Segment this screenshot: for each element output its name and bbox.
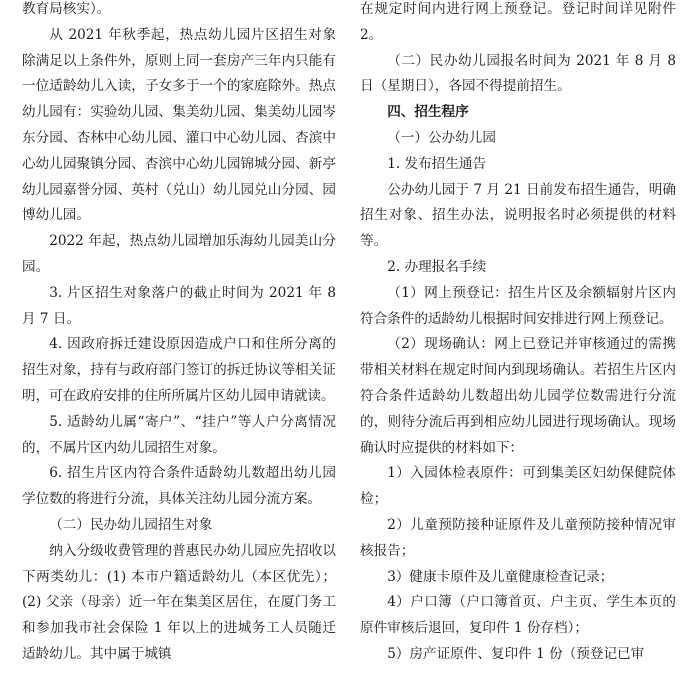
paragraph: 4. 因政府拆迁建设原因造成户口和住所分离的招生对象，持有与政府部门签订的拆迁协议等相关证明，可在政府安排的住所所属片区幼儿园申请就读。 — [22, 336, 336, 404]
paragraph: 6. 招生片区内符合条件适龄幼儿数超出幼儿园学位数的将进行分流，具体关注幼儿园分流方案。 — [22, 465, 336, 508]
list-item: 2）儿童预防接种证原件及儿童预防接种情况审核报告； — [360, 516, 676, 559]
paragraph: （2）现场确认：网上已登记并审核通过的需携带相关材料在规定时间内到现场确认。若招生片区内符合条件适龄幼儿数超出幼儿园学位数需进行分流的，则待分流后再到相应幼儿园进行现场确认。现场确认时应提供的材料如下： — [360, 336, 676, 456]
paragraph: 纳入分级收费管理的普惠民办幼儿园应先招收以下两类幼儿：(1) 本市户籍适龄幼儿（本区优先）；(2) 父亲（母亲）近一年在集美区居住，在厦门务工和参加我市社会保险 1 年以上的进城务工人员随迁适龄幼儿。其中属于城镇 — [22, 542, 336, 662]
left-column — [22, 0, 336, 681]
paragraph: 从 2021 年秋季起，热点幼儿园片区招生对象除满足以上条件外，原则上同一套房产三年内只能有一位适龄幼儿入读，子女多于一个的家庭除外。热点幼儿园有：实验幼儿园、集美幼儿园、集美幼儿园岑东分园、杏林中心幼儿园、灌口中心幼儿园、杏滨中心幼儿园聚镇分园、杏滨中心幼儿园锦城分园、新亭幼儿园嘉誉分园、英村（兑山）幼儿园兑山分园、园博幼儿园。 — [22, 26, 336, 224]
paragraph: 2022 年起，热点幼儿园增加乐海幼儿园美山分园。 — [22, 233, 336, 275]
paragraph: （1）网上预登记：招生片区及余额辐射片区内符合条件的适龄幼儿根据时间安排进行网上预登记。 — [360, 284, 676, 327]
paragraph: 3. 片区招生对象落户的截止时间为 2021 年 8 月 7 日。 — [22, 284, 336, 327]
subsection-heading: （一）公办幼儿园 — [387, 129, 496, 146]
right-column — [360, 0, 676, 681]
item-heading: 2. 办理报名手续 — [387, 258, 487, 275]
paragraph: 公办幼儿园于 7 月 21 日前发布招生通告，明确招生对象、招生办法，说明报名时必须提供的材料等。 — [360, 181, 676, 250]
list-item: 3）健康卡原件及儿童健康检查记录； — [387, 568, 614, 585]
list-item: 4）户口簿（户口簿首页、户主页、学生本页的原件审核后退回，复印件 1 份存档）； — [360, 594, 676, 637]
paragraph: 5. 适龄幼儿属“寄户”、“挂户”等人户分离情况的，不属片区内幼儿园招生对象。 — [22, 413, 336, 456]
item-heading: 1. 发布招生通告 — [387, 155, 487, 172]
paragraph: 教育局核实）。 — [22, 1, 111, 17]
paragraph: 在规定时间内进行网上预登记。登记时间详见附件 2。 — [360, 1, 676, 43]
section-heading: （二）民办幼儿园招生对象 — [49, 516, 213, 533]
list-item: 5）房产证原件、复印件 1 份（预登记已审 — [387, 645, 645, 662]
paragraph: （二）民办幼儿园报名时间为 2021 年 8 月 8 日（星期日），各园不得提前招生。 — [360, 52, 676, 95]
section-heading: 四、招生程序 — [387, 104, 469, 121]
list-item: 1）入园体检表原件：可到集美区妇幼保健院体检； — [360, 465, 676, 508]
